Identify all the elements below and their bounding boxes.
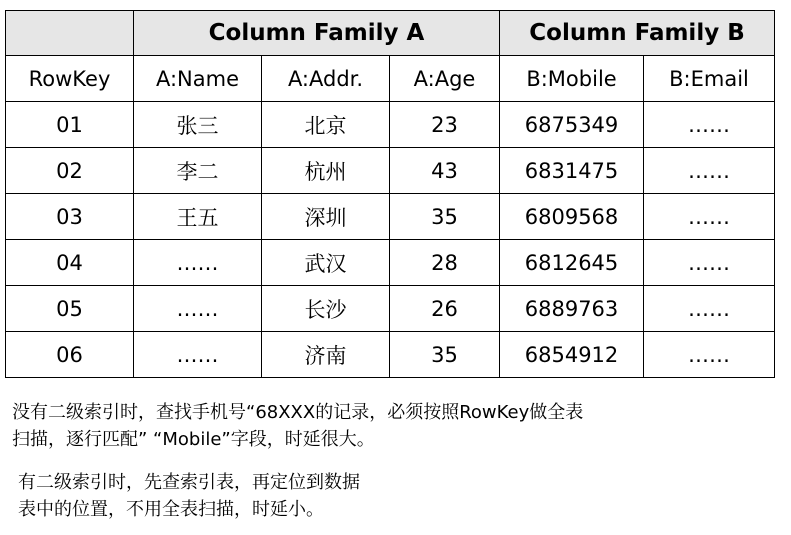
- rowkey-cell: 04: [6, 240, 134, 286]
- mobile-cell: 6812645: [500, 240, 644, 286]
- table-row: [6, 102, 775, 148]
- addr-cell: 北京: [262, 102, 390, 148]
- column-header-email: B:Email: [644, 56, 775, 102]
- email-cell: ……: [644, 286, 775, 332]
- column-header-rowkey: RowKey: [6, 56, 134, 102]
- mobile-cell: 6854912: [500, 332, 644, 378]
- age-cell: 28: [390, 240, 500, 286]
- age-cell: 35: [390, 332, 500, 378]
- rowkey-cell: 03: [6, 194, 134, 240]
- addr-cell: 杭州: [262, 148, 390, 194]
- rowkey-cell: 02: [6, 148, 134, 194]
- table-row: [6, 148, 775, 194]
- column-header-age: A:Age: [390, 56, 500, 102]
- no-index-note-line-1: 没有二级索引时，查找手机号“68XXX的记录，必须按照RowKey做全表: [12, 402, 584, 423]
- hbase-data-table: [5, 10, 775, 378]
- column-family-b-header: Column Family B: [500, 11, 775, 56]
- email-cell: ……: [644, 194, 775, 240]
- name-cell: 王五: [134, 194, 262, 240]
- mobile-cell: 6889763: [500, 286, 644, 332]
- table-row: [6, 332, 775, 378]
- email-cell: ……: [644, 102, 775, 148]
- mobile-cell: 6809568: [500, 194, 644, 240]
- name-cell: ……: [134, 332, 262, 378]
- column-family-header-row: [6, 11, 775, 56]
- name-cell: ……: [134, 286, 262, 332]
- addr-cell: 济南: [262, 332, 390, 378]
- age-cell: 43: [390, 148, 500, 194]
- rowkey-cell: 05: [6, 286, 134, 332]
- age-cell: 35: [390, 194, 500, 240]
- mobile-cell: 6831475: [500, 148, 644, 194]
- column-header-row: [6, 56, 775, 102]
- header-corner-cell: [6, 11, 134, 56]
- table-row: [6, 194, 775, 240]
- no-index-note-line-2: 扫描，逐行匹配” “Mobile”字段，时延很大。: [12, 429, 375, 450]
- with-index-note: [18, 469, 788, 523]
- table-row: [6, 286, 775, 332]
- email-cell: ……: [644, 240, 775, 286]
- email-cell: ……: [644, 148, 775, 194]
- age-cell: 26: [390, 286, 500, 332]
- no-index-note: [12, 399, 782, 453]
- with-index-note-line-2: 表中的位置，不用全表扫描，时延小。: [18, 499, 324, 520]
- rowkey-cell: 06: [6, 332, 134, 378]
- email-cell: ……: [644, 332, 775, 378]
- column-header-addr: A:Addr.: [262, 56, 390, 102]
- table-row: [6, 240, 775, 286]
- rowkey-cell: 01: [6, 102, 134, 148]
- addr-cell: 深圳: [262, 194, 390, 240]
- column-family-a-header: Column Family A: [134, 11, 500, 56]
- with-index-note-line-1: 有二级索引时，先查索引表，再定位到数据: [18, 472, 360, 493]
- name-cell: 张三: [134, 102, 262, 148]
- name-cell: 李二: [134, 148, 262, 194]
- addr-cell: 长沙: [262, 286, 390, 332]
- name-cell: ……: [134, 240, 262, 286]
- age-cell: 23: [390, 102, 500, 148]
- column-header-mobile: B:Mobile: [500, 56, 644, 102]
- addr-cell: 武汉: [262, 240, 390, 286]
- mobile-cell: 6875349: [500, 102, 644, 148]
- column-header-name: A:Name: [134, 56, 262, 102]
